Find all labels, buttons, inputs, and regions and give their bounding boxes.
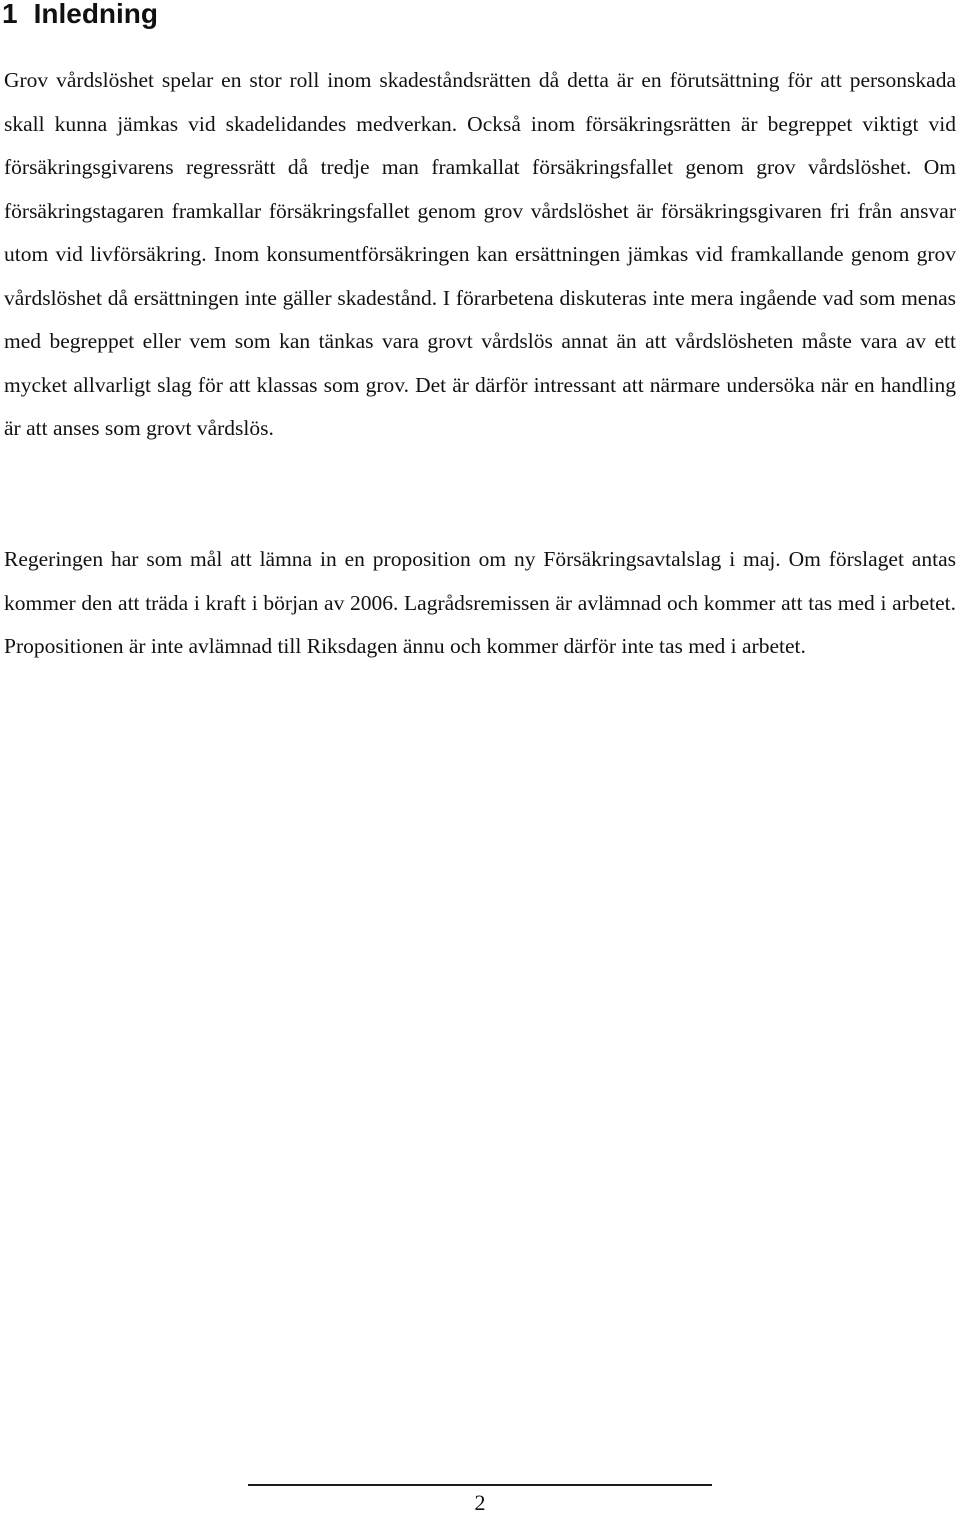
section-title: Inledning <box>33 0 159 29</box>
paragraph-2: Regeringen har som mål att lämna in en proposition om ny Försäkringsavtalslag i maj. Om förslaget antas kommer den att träda i kraft i början av 2006. Lagrådsremissen är avlämnad och kommer att tas med i arbetet. Propositionen är inte avlämnad till Riksdagen ännu och kommer därför inte tas med i arbetet. <box>4 547 956 658</box>
section-number: 1 <box>2 0 18 29</box>
page-number: 2 <box>474 1490 486 1515</box>
paragraph-1: Grov vårdslöshet spelar en stor roll inom skadeståndsrätten då detta är en förutsättning för att personskada skall kunna jämkas vid skadelidandes medverkan. Också inom försäkringsrätten är begreppet viktigt vid försäkringsgivarens regressrätt då tredje man framkallat försäkringsfallet genom grov vårdslöshet. Om försäkringstagaren framkallar försäkringsfallet genom grov vårdslöshet är försäkringsgivaren fri från ansvar utom vid livförsäkring. Inom konsumentförsäkringen kan ersättningen jämkas vid framkallande genom grov vårdslöshet då ersättningen inte gäller skadestånd. I förarbetena diskuteras inte mera ingående vad som menas med begreppet eller vem som kan tänkas vara grovt vårdslös annat än att vårdslösheten måste vara av ett mycket allvarligt slag för att klassas som grov. Det är därför intressant att närmare undersöka när en handling är att anses som grovt vårdslös. <box>4 68 956 440</box>
section-heading <box>2 0 158 34</box>
footer-divider <box>248 1484 712 1486</box>
